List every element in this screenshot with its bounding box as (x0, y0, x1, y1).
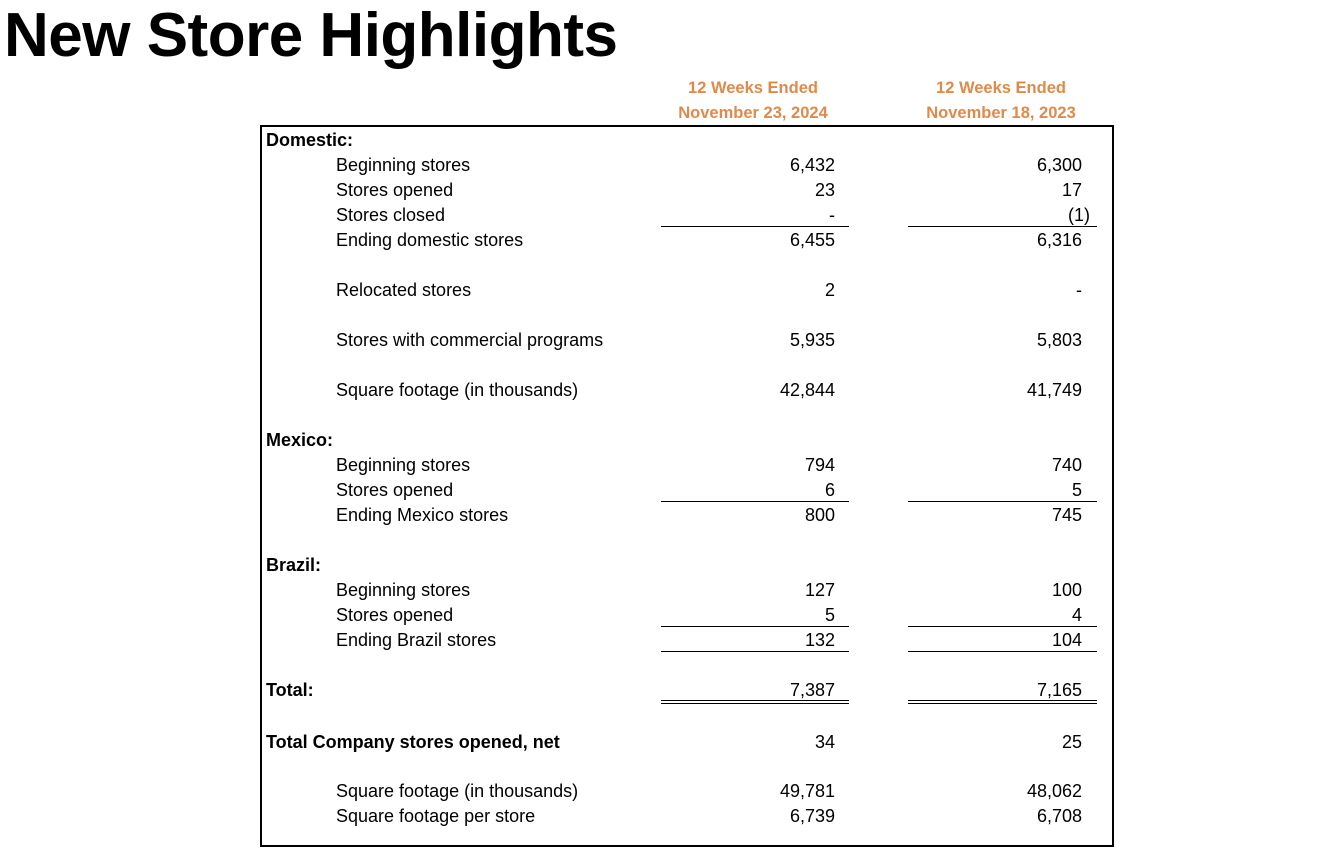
table-row (262, 628, 1112, 653)
column-header-2023 (891, 76, 1111, 126)
value-2024: 800 (804, 505, 835, 525)
value-2024: 6,739 (789, 806, 835, 826)
value-2024: 34 (814, 732, 835, 752)
value-2024: 49,781 (779, 781, 835, 801)
value-2023: 17 (1061, 180, 1082, 200)
store-table (260, 125, 1114, 847)
value-2024: 5,935 (789, 330, 835, 350)
row-label: Stores opened (336, 180, 454, 200)
row-label: Stores opened (336, 605, 454, 625)
row-label: Domestic: (266, 130, 354, 150)
row-label: Square footage (in thousands) (336, 781, 579, 801)
table-row (262, 153, 1112, 178)
table-row (262, 203, 1112, 228)
table-row (262, 779, 1112, 804)
value-2024: 6 (824, 480, 835, 500)
double-rule (908, 703, 1097, 704)
value-2024: 42,844 (779, 380, 835, 400)
row-label: Ending domestic stores (336, 230, 524, 250)
value-2023: 7,165 (1036, 680, 1082, 700)
subtotal-rule (908, 501, 1097, 502)
subtotal-rule (661, 226, 849, 227)
value-2023: 745 (1051, 505, 1082, 525)
row-label: Relocated stores (336, 280, 472, 300)
row-label: Beginning stores (336, 580, 471, 600)
value-2023: 5 (1071, 480, 1082, 500)
value-2023: 6,300 (1036, 155, 1082, 175)
row-label: Stores closed (336, 205, 446, 225)
table-row (262, 478, 1112, 503)
subtotal-rule (661, 626, 849, 627)
double-rule (661, 700, 849, 701)
double-rule (908, 700, 1097, 701)
column-header-line2: November 18, 2023 (926, 104, 1076, 122)
table-row (262, 178, 1112, 203)
value-2024: 6,432 (789, 155, 835, 175)
row-label: Stores opened (336, 480, 454, 500)
value-2024: 6,455 (789, 230, 835, 250)
subtotal-rule (661, 651, 849, 652)
double-rule (661, 703, 849, 704)
table-row (262, 503, 1112, 528)
table-row (262, 453, 1112, 478)
row-label: Beginning stores (336, 155, 471, 175)
row-label: Total: (266, 680, 314, 700)
page-title: New Store Highlights (4, 1, 618, 70)
column-header-line2: November 23, 2024 (678, 104, 828, 122)
value-2023: (1) (1068, 205, 1090, 225)
section-brazil (262, 553, 1112, 578)
value-2024: - (829, 205, 835, 225)
value-2024: 132 (804, 630, 835, 650)
table-row (262, 804, 1112, 829)
row-label: Square footage per store (336, 806, 536, 826)
column-header-line1: 12 Weeks Ended (688, 79, 818, 97)
section-mexico (262, 428, 1112, 453)
value-2023: 4 (1071, 605, 1082, 625)
row-label: Stores with commercial programs (336, 330, 604, 350)
value-2023: 104 (1051, 630, 1082, 650)
column-header-line1: 12 Weeks Ended (936, 79, 1066, 97)
table-row (262, 328, 1112, 353)
value-2024: 794 (804, 455, 835, 475)
value-2023: 5,803 (1036, 330, 1082, 350)
value-2024: 5 (824, 605, 835, 625)
subtotal-rule (661, 501, 849, 502)
value-2023: - (1076, 280, 1082, 300)
value-2024: 23 (814, 180, 835, 200)
value-2023: 41,749 (1026, 380, 1082, 400)
subtotal-rule (908, 226, 1097, 227)
row-label: Total Company stores opened, net (266, 732, 560, 752)
subtotal-rule (908, 626, 1097, 627)
value-2023: 48,062 (1026, 781, 1082, 801)
row-label: Beginning stores (336, 455, 471, 475)
value-2023: 100 (1051, 580, 1082, 600)
subtotal-rule (908, 651, 1097, 652)
value-2023: 740 (1051, 455, 1082, 475)
value-2023: 25 (1061, 732, 1082, 752)
table-row (262, 278, 1112, 303)
net-opened-row (262, 730, 1112, 755)
row-label: Mexico: (266, 430, 334, 450)
table-row (262, 578, 1112, 603)
table-row (262, 603, 1112, 628)
column-header-2024 (643, 76, 863, 126)
row-label: Ending Brazil stores (336, 630, 497, 650)
value-2023: 6,316 (1036, 230, 1082, 250)
table-row (262, 378, 1112, 403)
section-domestic (262, 128, 1112, 153)
value-2024: 2 (824, 280, 835, 300)
value-2023: 6,708 (1036, 806, 1082, 826)
row-label: Square footage (in thousands) (336, 380, 579, 400)
row-label: Ending Mexico stores (336, 505, 509, 525)
table-row (262, 228, 1112, 253)
value-2024: 7,387 (789, 680, 835, 700)
value-2024: 127 (804, 580, 835, 600)
row-label: Brazil: (266, 555, 322, 575)
